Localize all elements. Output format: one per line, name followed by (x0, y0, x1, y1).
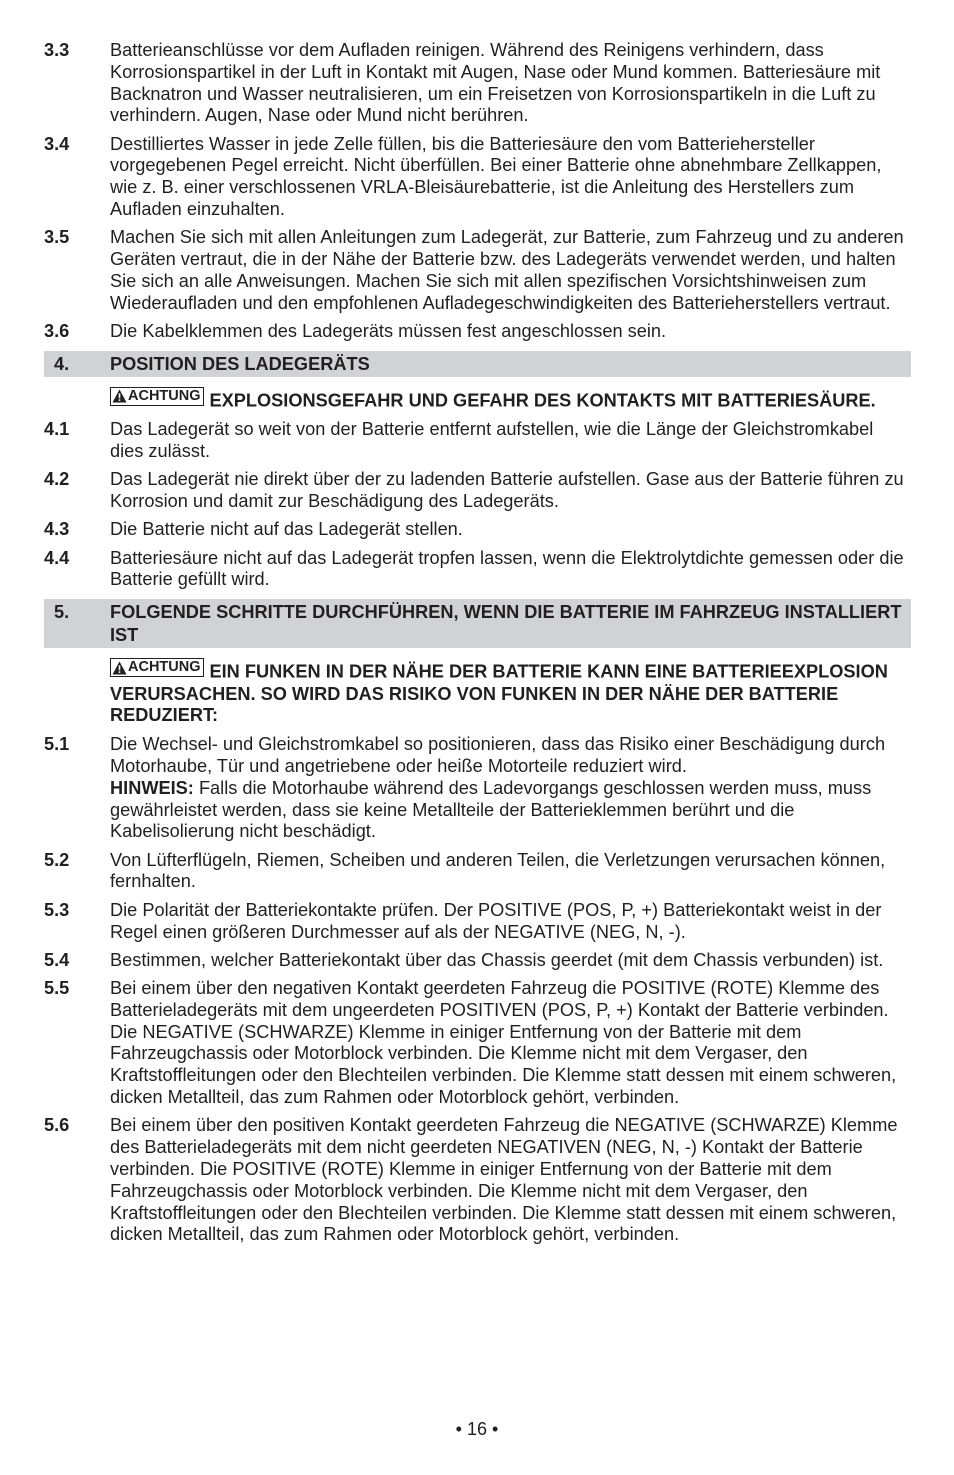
section-number: 4. (54, 353, 70, 374)
note-text: Falls die Motorhaube während des Ladevorgangs geschlossen werden muss, muss gewährleistet werden, dass sie keine Metallteile der Batterieklemmen berührt und die Kabelisolierung nicht beschädigt. (110, 777, 872, 842)
list-item (44, 134, 911, 221)
item-number: 5.1 (44, 734, 70, 755)
item-text: Batterieanschlüsse vor dem Aufladen reinigen. Während des Reinigens verhindern, dass Korrosionspartikel in der Luft in Kontakt mit Augen, Nase oder Mund kommen. Batteriesäure mit Backnatron und Wasser neutralisieren, um ein Freisetzen von Korrosionspartikeln in die Luft zu verhindern. Augen, Nase oder Mund nicht berühren. (110, 40, 881, 126)
item-text: Die Wechsel- und Gleichstromkabel so positionieren, dass das Risiko einer Beschädigung durch Motorhaube, Tür und angetriebene oder heiße Motorteile reduziert wird. (110, 734, 886, 776)
warning-block (110, 387, 911, 412)
item-text: Bei einem über den negativen Kontakt geerdeten Fahrzeug die POSITIVE (ROTE) Klemme des Batterieladegeräts mit dem ungeerdeten POSITIVEN (POS, P, +) Kontakt der Batterie verbinden. Die NEGATIVE (SCHWARZE) Klemme in einiger Entfernung von der Batterie mit dem Fahrzeugchassis oder Motorblock verbinden. Die Klemme nicht mit dem Vergaser, den Kraftstoffleitungen oder den Blechteilen verbinden. Die Klemme statt dessen mit einem schweren, dicken Metallteil, das zum Rahmen oder Motorblock gehört, verbinden. (110, 978, 897, 1108)
item-number: 5.3 (44, 899, 70, 920)
list-item (44, 950, 911, 972)
item-text: Batteriesäure nicht auf das Ladegerät tropfen lassen, wenn die Elektrolytdichte gemessen oder die Batterie gefüllt wird. (110, 547, 904, 590)
item-number: 5.4 (44, 949, 70, 970)
section-title: POSITION DES LADEGERÄTS (110, 353, 370, 374)
item-number: 5.2 (44, 849, 70, 870)
list-item (44, 469, 911, 513)
list-item (44, 419, 911, 463)
item-number: 5.5 (44, 978, 70, 999)
item-number: 3.4 (44, 133, 70, 154)
item-text: Das Ladegerät nie direkt über der zu ladenden Batterie aufstellen. Gase aus der Batterie führen zu Korrosion und damit zur Beschädigung des Ladegeräts. (110, 469, 904, 512)
list-item (44, 321, 911, 343)
item-number: 4.1 (44, 419, 70, 440)
list-item (44, 227, 911, 314)
item-text: Von Lüfterflügeln, Riemen, Scheiben und anderen Teilen, die Verletzungen verursachen können, fernhalten. (110, 849, 886, 892)
item-text: Destilliertes Wasser in jede Zelle füllen, bis die Batteriesäure den vom Batteriehersteller vorgegebenen Pegel erreicht. Nicht überfüllen. Bei einer Batterie ohne abnehmbare Zellkappen, wie z. B. einer verschlossenen VRLA-Bleisäurebatterie, ist die Anleitung des Herstellers zum Aufladen einzuhalten. (110, 133, 882, 220)
list-item (44, 1115, 911, 1246)
item-text: Die Polarität der Batteriekontakte prüfen. Der POSITIVE (POS, P, +) Batteriekontakt weist in der Regel einen größeren Durchmesser auf als der NEGATIVE (NEG, N, -). (110, 899, 882, 942)
item-number: 4.3 (44, 519, 70, 540)
warning-triangle-icon (112, 661, 127, 675)
warning-text: EXPLOSIONSGEFAHR UND GEFAHR DES KONTAKTS MIT BATTERIESÄURE. (209, 390, 876, 411)
item-number: 4.4 (44, 547, 70, 568)
item-text: Bei einem über den positiven Kontakt geerdeten Fahrzeug die NEGATIVE (SCHWARZE) Klemme des Batterieladegeräts mit dem nicht geerdeten NEGATIVEN (NEG, N, -) Kontakt der Batterie verbinden. Die POSITIVE (ROTE) Klemme in einiger Entfernung von der Batterie mit dem Fahrzeugchassis oder Motorblock verbinden. Die Klemme nicht mit dem Vergaser, den Kraftstoffleitungen oder den Blechteilen verbinden. Die Klemme statt dessen mit einem schweren, dicken Metallteil, das zum Rahmen oder Motorblock gehört, verbinden. (110, 1115, 898, 1245)
item-number: 5.6 (44, 1115, 70, 1136)
page-number: • 16 • (455, 1419, 499, 1439)
warning-badge (110, 387, 204, 406)
item-text: Das Ladegerät so weit von der Batterie entfernt aufstellen, wie die Länge der Gleichstromkabel dies zulässt. (110, 419, 874, 461)
section-title: FOLGENDE SCHRITTE DURCHFÜHREN, WENN DIE BATTERIE IM FAHRZEUG INSTALLIERT IST (110, 602, 902, 646)
list-item (44, 40, 911, 127)
list-item (44, 900, 911, 944)
warning-badge-label: ACHTUNG (128, 659, 201, 676)
item-text: Die Batterie nicht auf das Ladegerät stellen. (110, 519, 463, 540)
item-text: Machen Sie sich mit allen Anleitungen zum Ladegerät, zur Batterie, zum Fahrzeug und zu anderen Geräten vertraut, die in der Nähe der Batterie bzw. des Ladegeräts verwendet werden, und halten Sie sich an alle Anweisungen. Machen Sie sich mit allen spezifischen Vorsichtshinweisen zum Wiederaufladen und den empfohlenen Aufladegeschwindigkeiten des Batterieherstellers vertraut. (110, 227, 904, 313)
item-number: 3.6 (44, 321, 70, 342)
list-item (44, 850, 911, 894)
item-text: Die Kabelklemmen des Ladegeräts müssen fest angeschlossen sein. (110, 321, 667, 342)
list-item (44, 548, 911, 592)
warning-badge (110, 658, 204, 677)
item-number: 3.3 (44, 40, 70, 60)
section-number: 5. (54, 602, 70, 623)
list-item (44, 734, 911, 843)
warning-block (110, 658, 911, 727)
warning-triangle-icon (112, 389, 127, 403)
section-header-5 (44, 599, 911, 648)
item-body (110, 734, 911, 843)
manual-page (44, 40, 911, 1253)
list-item (44, 978, 911, 1109)
item-text: Bestimmen, welcher Batteriekontakt über das Chassis geerdet (mit dem Chassis verbunden) ist. (110, 949, 884, 970)
warning-text: EIN FUNKEN IN DER NÄHE DER BATTERIE KANN EINE BATTERIEEXPLOSION VERURSACHEN. SO WIRD DAS RISIKO VON FUNKEN IN DER NÄHE DER BATTERIE REDUZIERT: (110, 661, 888, 726)
item-number: 3.5 (44, 227, 70, 248)
section-header-4 (44, 351, 911, 377)
list-item (44, 519, 911, 541)
item-number: 4.2 (44, 469, 70, 490)
note-label: HINWEIS: (110, 777, 194, 798)
warning-badge-label: ACHTUNG (128, 387, 201, 404)
